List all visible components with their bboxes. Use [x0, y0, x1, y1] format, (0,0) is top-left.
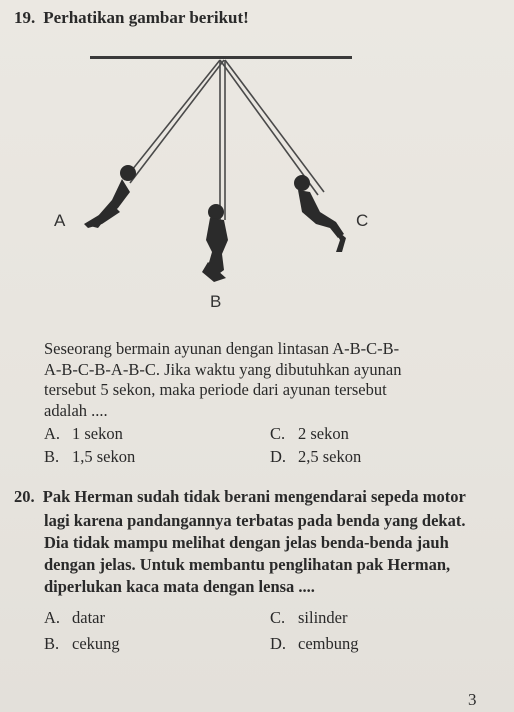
- swing-diagram: [40, 40, 400, 320]
- swinger-b: [202, 204, 228, 282]
- question-19-text: [44, 339, 490, 421]
- q20-option-b[interactable]: B. cekung: [44, 634, 120, 653]
- q20-option-d[interactable]: D. cembung: [270, 634, 359, 653]
- q19-line-4: adalah ....: [44, 400, 108, 420]
- q20-line-4: diperlukan kaca mata dengan lensa ....: [44, 577, 315, 596]
- question-20-number: 20.: [14, 487, 35, 506]
- question-20-first-line: Pak Herman sudah tidak berani mengendarai sepeda motor: [42, 487, 466, 506]
- ceiling-bar: [90, 56, 352, 59]
- page-number: 3: [468, 690, 477, 709]
- rope-c-1: [220, 60, 318, 195]
- q19-option-c[interactable]: C. 2 sekon: [270, 424, 349, 443]
- question-20-header: [14, 487, 466, 507]
- q19-option-d[interactable]: D. 2,5 sekon: [270, 447, 362, 466]
- q20-option-c[interactable]: C. silinder: [270, 608, 348, 627]
- question-19-header: [14, 8, 249, 28]
- q19-line-1: Seseorang bermain ayunan dengan lintasan A-B-C-B-: [44, 339, 400, 358]
- q19-line-3: tersebut 5 sekon, maka periode dari ayunan tersebut: [44, 380, 387, 399]
- q20-option-a[interactable]: A. datar: [44, 608, 105, 627]
- label-b: B: [210, 292, 222, 311]
- question-19-number: 19.: [14, 8, 36, 27]
- swinger-a: [84, 165, 136, 228]
- rope-c-2: [225, 60, 324, 192]
- q20-line-2: Dia tidak mampu melihat dengan jelas benda-benda jauh: [44, 533, 449, 552]
- q19-option-a[interactable]: A. 1 sekon: [44, 424, 123, 443]
- q19-line-2: A-B-C-B-A-B-C. Jika waktu yang dibutuhkan ayunan: [44, 359, 402, 379]
- rope-a-1: [124, 60, 220, 180]
- question-19-title: Perhatikan gambar berikut!: [43, 8, 249, 27]
- rope-a-2: [130, 60, 224, 183]
- label-a: A: [54, 211, 66, 230]
- q19-option-b[interactable]: B. 1,5 sekon: [44, 447, 136, 466]
- q20-line-3: dengan jelas. Untuk membantu penglihatan pak Herman,: [44, 555, 451, 574]
- label-c: C: [356, 211, 369, 230]
- q20-line-1: lagi karena pandangannya terbatas pada benda yang dekat.: [44, 511, 466, 530]
- question-20-text: [44, 510, 496, 598]
